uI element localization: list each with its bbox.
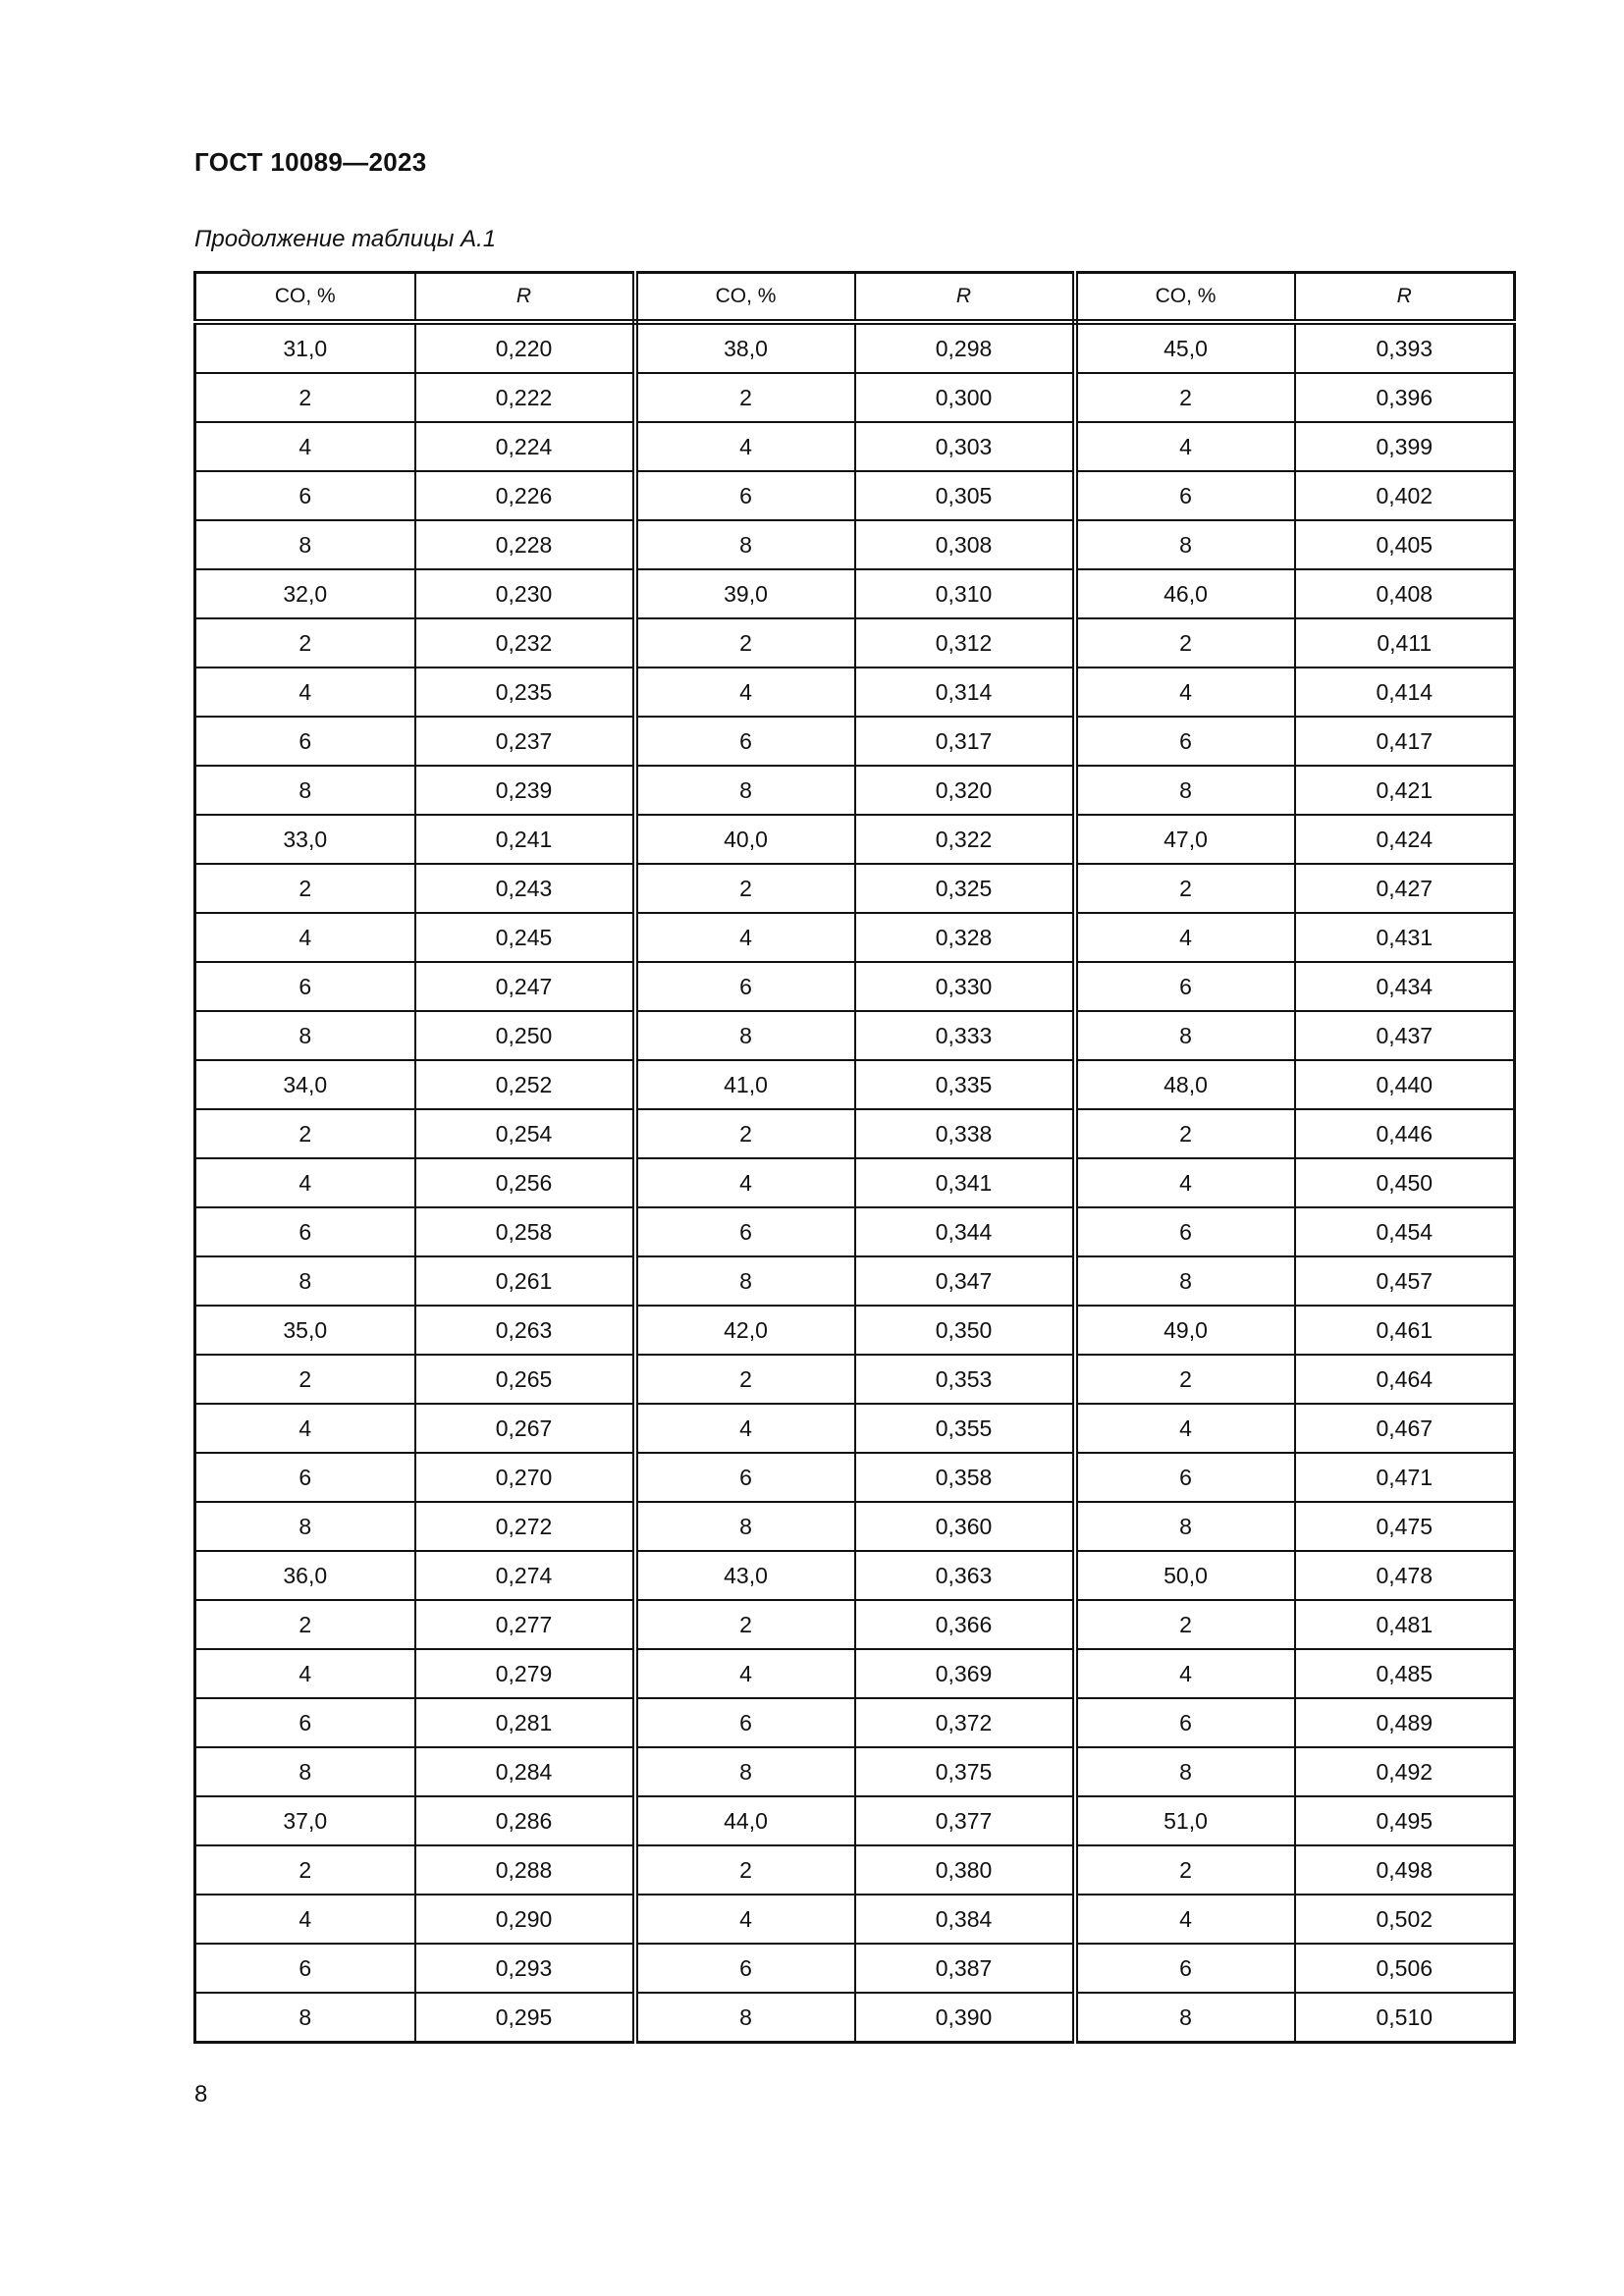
r-value-cell: 0,254 xyxy=(415,1109,635,1158)
r-value-cell: 0,495 xyxy=(1295,1796,1515,1845)
co-value-cell: 8 xyxy=(1075,766,1295,815)
table-row xyxy=(195,1355,1515,1404)
r-value-cell: 0,235 xyxy=(415,667,635,717)
r-value-cell: 0,220 xyxy=(415,322,635,373)
r-value-cell: 0,290 xyxy=(415,1895,635,1944)
page-number: 8 xyxy=(194,2081,208,2108)
r-value-cell: 0,250 xyxy=(415,1011,635,1060)
co-value-cell: 2 xyxy=(1075,1845,1295,1895)
co-value-cell: 4 xyxy=(1075,422,1295,471)
r-value-cell: 0,355 xyxy=(855,1404,1075,1453)
r-value-cell: 0,347 xyxy=(855,1256,1075,1306)
r-value-cell: 0,322 xyxy=(855,815,1075,864)
r-value-cell: 0,498 xyxy=(1295,1845,1515,1895)
r-value-cell: 0,237 xyxy=(415,717,635,766)
co-value-cell: 6 xyxy=(1075,1207,1295,1256)
table-row xyxy=(195,1747,1515,1796)
r-value-cell: 0,475 xyxy=(1295,1502,1515,1551)
r-value-cell: 0,366 xyxy=(855,1600,1075,1649)
r-value-cell: 0,335 xyxy=(855,1060,1075,1109)
co-value-cell: 2 xyxy=(1075,373,1295,422)
co-value-cell: 2 xyxy=(635,864,855,913)
co-value-cell: 4 xyxy=(195,667,415,717)
table-row xyxy=(195,520,1515,569)
table-row xyxy=(195,569,1515,618)
co-value-cell: 8 xyxy=(195,1256,415,1306)
table-row xyxy=(195,815,1515,864)
r-value-cell: 0,408 xyxy=(1295,569,1515,618)
co-value-cell: 6 xyxy=(195,1944,415,1993)
r-value-cell: 0,471 xyxy=(1295,1453,1515,1502)
r-value-cell: 0,510 xyxy=(1295,1993,1515,2043)
r-value-cell: 0,506 xyxy=(1295,1944,1515,1993)
column-header-co: CO, % xyxy=(635,273,855,323)
co-value-cell: 32,0 xyxy=(195,569,415,618)
r-value-cell: 0,328 xyxy=(855,913,1075,962)
co-value-cell: 8 xyxy=(635,1502,855,1551)
table-row xyxy=(195,322,1515,373)
co-value-cell: 8 xyxy=(635,1993,855,2043)
co-value-cell: 2 xyxy=(195,373,415,422)
co-value-cell: 6 xyxy=(635,471,855,520)
co-value-cell: 6 xyxy=(195,1453,415,1502)
co-value-cell: 2 xyxy=(1075,1355,1295,1404)
co-value-cell: 38,0 xyxy=(635,322,855,373)
co-value-cell: 2 xyxy=(1075,618,1295,667)
r-value-cell: 0,454 xyxy=(1295,1207,1515,1256)
co-value-cell: 31,0 xyxy=(195,322,415,373)
co-value-cell: 4 xyxy=(1075,1895,1295,1944)
table-row xyxy=(195,717,1515,766)
co-value-cell: 4 xyxy=(635,1158,855,1207)
table-row xyxy=(195,1698,1515,1747)
r-value-cell: 0,298 xyxy=(855,322,1075,373)
co-value-cell: 34,0 xyxy=(195,1060,415,1109)
co-value-cell: 4 xyxy=(1075,1404,1295,1453)
co-value-cell: 48,0 xyxy=(1075,1060,1295,1109)
co-value-cell: 6 xyxy=(195,962,415,1011)
table-row xyxy=(195,864,1515,913)
co-value-cell: 8 xyxy=(195,1993,415,2043)
co-value-cell: 4 xyxy=(1075,667,1295,717)
r-value-cell: 0,353 xyxy=(855,1355,1075,1404)
r-value-cell: 0,320 xyxy=(855,766,1075,815)
r-value-cell: 0,333 xyxy=(855,1011,1075,1060)
table-row xyxy=(195,1011,1515,1060)
co-value-cell: 4 xyxy=(1075,1158,1295,1207)
r-value-cell: 0,457 xyxy=(1295,1256,1515,1306)
r-value-cell: 0,434 xyxy=(1295,962,1515,1011)
table-row xyxy=(195,1404,1515,1453)
co-value-cell: 50,0 xyxy=(1075,1551,1295,1600)
table-body xyxy=(195,322,1515,2043)
co-value-cell: 4 xyxy=(195,1895,415,1944)
r-value-cell: 0,295 xyxy=(415,1993,635,2043)
r-value-cell: 0,485 xyxy=(1295,1649,1515,1698)
co-value-cell: 4 xyxy=(635,422,855,471)
co-value-cell: 4 xyxy=(635,1404,855,1453)
r-value-cell: 0,239 xyxy=(415,766,635,815)
r-value-cell: 0,461 xyxy=(1295,1306,1515,1355)
co-value-cell: 8 xyxy=(635,520,855,569)
r-value-cell: 0,502 xyxy=(1295,1895,1515,1944)
co-value-cell: 2 xyxy=(635,618,855,667)
co-value-cell: 2 xyxy=(195,618,415,667)
r-value-cell: 0,325 xyxy=(855,864,1075,913)
r-value-cell: 0,293 xyxy=(415,1944,635,1993)
table-row xyxy=(195,913,1515,962)
co-value-cell: 6 xyxy=(635,1207,855,1256)
r-value-cell: 0,279 xyxy=(415,1649,635,1698)
r-value-cell: 0,387 xyxy=(855,1944,1075,1993)
r-value-cell: 0,232 xyxy=(415,618,635,667)
co-value-cell: 8 xyxy=(195,1502,415,1551)
co-value-cell: 40,0 xyxy=(635,815,855,864)
r-value-cell: 0,270 xyxy=(415,1453,635,1502)
co-value-cell: 33,0 xyxy=(195,815,415,864)
table-header-row xyxy=(195,273,1515,323)
table-row xyxy=(195,1993,1515,2043)
r-value-cell: 0,417 xyxy=(1295,717,1515,766)
co-value-cell: 6 xyxy=(1075,962,1295,1011)
co-value-cell: 6 xyxy=(635,1944,855,1993)
r-value-cell: 0,252 xyxy=(415,1060,635,1109)
r-value-cell: 0,230 xyxy=(415,569,635,618)
r-value-cell: 0,414 xyxy=(1295,667,1515,717)
r-value-cell: 0,363 xyxy=(855,1551,1075,1600)
table-row xyxy=(195,1060,1515,1109)
co-value-cell: 37,0 xyxy=(195,1796,415,1845)
r-value-cell: 0,228 xyxy=(415,520,635,569)
r-value-cell: 0,360 xyxy=(855,1502,1075,1551)
r-value-cell: 0,369 xyxy=(855,1649,1075,1698)
co-value-cell: 6 xyxy=(635,717,855,766)
table-row xyxy=(195,1453,1515,1502)
co-value-cell: 2 xyxy=(195,864,415,913)
column-header-r: R xyxy=(1295,273,1515,323)
r-value-cell: 0,377 xyxy=(855,1796,1075,1845)
co-value-cell: 51,0 xyxy=(1075,1796,1295,1845)
co-value-cell: 8 xyxy=(195,520,415,569)
r-value-cell: 0,467 xyxy=(1295,1404,1515,1453)
co-value-cell: 4 xyxy=(635,1895,855,1944)
table-row xyxy=(195,373,1515,422)
r-value-cell: 0,272 xyxy=(415,1502,635,1551)
table-row xyxy=(195,422,1515,471)
r-value-cell: 0,390 xyxy=(855,1993,1075,2043)
r-value-cell: 0,241 xyxy=(415,815,635,864)
r-value-cell: 0,358 xyxy=(855,1453,1075,1502)
co-value-cell: 42,0 xyxy=(635,1306,855,1355)
co-value-cell: 8 xyxy=(635,1256,855,1306)
r-value-cell: 0,344 xyxy=(855,1207,1075,1256)
co-value-cell: 6 xyxy=(1075,471,1295,520)
co-value-cell: 2 xyxy=(195,1109,415,1158)
r-value-cell: 0,265 xyxy=(415,1355,635,1404)
r-value-cell: 0,286 xyxy=(415,1796,635,1845)
co-value-cell: 8 xyxy=(1075,1747,1295,1796)
co-value-cell: 44,0 xyxy=(635,1796,855,1845)
r-value-cell: 0,284 xyxy=(415,1747,635,1796)
r-value-cell: 0,402 xyxy=(1295,471,1515,520)
r-value-cell: 0,312 xyxy=(855,618,1075,667)
r-value-cell: 0,281 xyxy=(415,1698,635,1747)
co-value-cell: 6 xyxy=(195,1698,415,1747)
table-caption: Продолжение таблицы А.1 xyxy=(194,226,497,252)
co-value-cell: 41,0 xyxy=(635,1060,855,1109)
r-value-cell: 0,437 xyxy=(1295,1011,1515,1060)
r-value-cell: 0,411 xyxy=(1295,618,1515,667)
table-row xyxy=(195,1256,1515,1306)
r-value-cell: 0,317 xyxy=(855,717,1075,766)
table-row xyxy=(195,471,1515,520)
r-value-cell: 0,288 xyxy=(415,1845,635,1895)
co-value-cell: 45,0 xyxy=(1075,322,1295,373)
table-row xyxy=(195,618,1515,667)
r-value-cell: 0,263 xyxy=(415,1306,635,1355)
co-value-cell: 4 xyxy=(1075,913,1295,962)
table-row xyxy=(195,962,1515,1011)
co-value-cell: 4 xyxy=(195,1649,415,1698)
co-value-cell: 4 xyxy=(195,1404,415,1453)
table-row xyxy=(195,766,1515,815)
r-value-cell: 0,421 xyxy=(1295,766,1515,815)
r-value-cell: 0,245 xyxy=(415,913,635,962)
co-value-cell: 2 xyxy=(1075,1600,1295,1649)
co-value-cell: 35,0 xyxy=(195,1306,415,1355)
r-value-cell: 0,300 xyxy=(855,373,1075,422)
r-value-cell: 0,393 xyxy=(1295,322,1515,373)
co-value-cell: 6 xyxy=(1075,1944,1295,1993)
r-value-cell: 0,375 xyxy=(855,1747,1075,1796)
co-value-cell: 4 xyxy=(635,1649,855,1698)
r-value-cell: 0,314 xyxy=(855,667,1075,717)
co-value-cell: 2 xyxy=(1075,864,1295,913)
table-row xyxy=(195,1306,1515,1355)
r-value-cell: 0,380 xyxy=(855,1845,1075,1895)
co-value-cell: 8 xyxy=(195,766,415,815)
table-row xyxy=(195,1600,1515,1649)
table-row xyxy=(195,1649,1515,1698)
r-value-cell: 0,396 xyxy=(1295,373,1515,422)
table-row xyxy=(195,1895,1515,1944)
r-value-cell: 0,226 xyxy=(415,471,635,520)
r-value-cell: 0,464 xyxy=(1295,1355,1515,1404)
co-value-cell: 8 xyxy=(1075,1502,1295,1551)
r-value-cell: 0,310 xyxy=(855,569,1075,618)
r-value-cell: 0,305 xyxy=(855,471,1075,520)
r-value-cell: 0,274 xyxy=(415,1551,635,1600)
table-row xyxy=(195,1551,1515,1600)
co-value-cell: 8 xyxy=(1075,520,1295,569)
co-value-cell: 6 xyxy=(195,717,415,766)
co-value-cell: 2 xyxy=(195,1600,415,1649)
r-value-cell: 0,247 xyxy=(415,962,635,1011)
r-value-cell: 0,372 xyxy=(855,1698,1075,1747)
co-value-cell: 8 xyxy=(635,1747,855,1796)
co-value-cell: 2 xyxy=(195,1355,415,1404)
r-value-cell: 0,450 xyxy=(1295,1158,1515,1207)
co-value-cell: 6 xyxy=(635,1453,855,1502)
table-row xyxy=(195,667,1515,717)
column-header-r: R xyxy=(415,273,635,323)
co-value-cell: 4 xyxy=(195,422,415,471)
co-value-cell: 36,0 xyxy=(195,1551,415,1600)
r-value-cell: 0,303 xyxy=(855,422,1075,471)
r-value-cell: 0,427 xyxy=(1295,864,1515,913)
r-value-cell: 0,350 xyxy=(855,1306,1075,1355)
co-value-cell: 6 xyxy=(635,1698,855,1747)
table-row xyxy=(195,1207,1515,1256)
document-title: ГОСТ 10089—2023 xyxy=(194,147,427,177)
co-value-cell: 6 xyxy=(195,471,415,520)
r-value-cell: 0,424 xyxy=(1295,815,1515,864)
co-value-cell: 4 xyxy=(635,913,855,962)
r-value-cell: 0,224 xyxy=(415,422,635,471)
column-header-co: CO, % xyxy=(195,273,415,323)
column-header-co: CO, % xyxy=(1075,273,1295,323)
r-value-cell: 0,478 xyxy=(1295,1551,1515,1600)
co-value-cell: 2 xyxy=(635,1845,855,1895)
co-value-cell: 6 xyxy=(635,962,855,1011)
co-value-cell: 8 xyxy=(1075,1011,1295,1060)
r-value-cell: 0,431 xyxy=(1295,913,1515,962)
r-value-cell: 0,481 xyxy=(1295,1600,1515,1649)
r-value-cell: 0,308 xyxy=(855,520,1075,569)
co-value-cell: 2 xyxy=(635,373,855,422)
co-value-cell: 4 xyxy=(1075,1649,1295,1698)
co-value-cell: 4 xyxy=(195,913,415,962)
r-value-cell: 0,277 xyxy=(415,1600,635,1649)
r-value-cell: 0,440 xyxy=(1295,1060,1515,1109)
co-value-cell: 47,0 xyxy=(1075,815,1295,864)
co-r-table xyxy=(193,271,1516,2044)
co-value-cell: 8 xyxy=(1075,1256,1295,1306)
r-value-cell: 0,330 xyxy=(855,962,1075,1011)
co-value-cell: 8 xyxy=(635,766,855,815)
column-header-r: R xyxy=(855,273,1075,323)
r-value-cell: 0,261 xyxy=(415,1256,635,1306)
co-value-cell: 8 xyxy=(195,1011,415,1060)
r-value-cell: 0,243 xyxy=(415,864,635,913)
table-row xyxy=(195,1109,1515,1158)
co-value-cell: 46,0 xyxy=(1075,569,1295,618)
co-value-cell: 6 xyxy=(1075,1453,1295,1502)
co-value-cell: 2 xyxy=(635,1600,855,1649)
co-value-cell: 6 xyxy=(1075,1698,1295,1747)
table-row xyxy=(195,1796,1515,1845)
r-value-cell: 0,256 xyxy=(415,1158,635,1207)
co-value-cell: 2 xyxy=(1075,1109,1295,1158)
r-value-cell: 0,258 xyxy=(415,1207,635,1256)
r-value-cell: 0,267 xyxy=(415,1404,635,1453)
r-value-cell: 0,338 xyxy=(855,1109,1075,1158)
r-value-cell: 0,399 xyxy=(1295,422,1515,471)
co-value-cell: 8 xyxy=(635,1011,855,1060)
table-row xyxy=(195,1845,1515,1895)
r-value-cell: 0,405 xyxy=(1295,520,1515,569)
table-row xyxy=(195,1944,1515,1993)
table-row xyxy=(195,1158,1515,1207)
r-value-cell: 0,222 xyxy=(415,373,635,422)
co-value-cell: 4 xyxy=(195,1158,415,1207)
r-value-cell: 0,341 xyxy=(855,1158,1075,1207)
co-value-cell: 49,0 xyxy=(1075,1306,1295,1355)
r-value-cell: 0,492 xyxy=(1295,1747,1515,1796)
co-value-cell: 8 xyxy=(195,1747,415,1796)
co-value-cell: 39,0 xyxy=(635,569,855,618)
co-value-cell: 6 xyxy=(195,1207,415,1256)
r-value-cell: 0,446 xyxy=(1295,1109,1515,1158)
r-value-cell: 0,384 xyxy=(855,1895,1075,1944)
co-value-cell: 43,0 xyxy=(635,1551,855,1600)
co-value-cell: 2 xyxy=(635,1109,855,1158)
co-value-cell: 8 xyxy=(1075,1993,1295,2043)
co-value-cell: 2 xyxy=(195,1845,415,1895)
r-value-cell: 0,489 xyxy=(1295,1698,1515,1747)
co-value-cell: 2 xyxy=(635,1355,855,1404)
co-value-cell: 4 xyxy=(635,667,855,717)
co-value-cell: 6 xyxy=(1075,717,1295,766)
table-row xyxy=(195,1502,1515,1551)
